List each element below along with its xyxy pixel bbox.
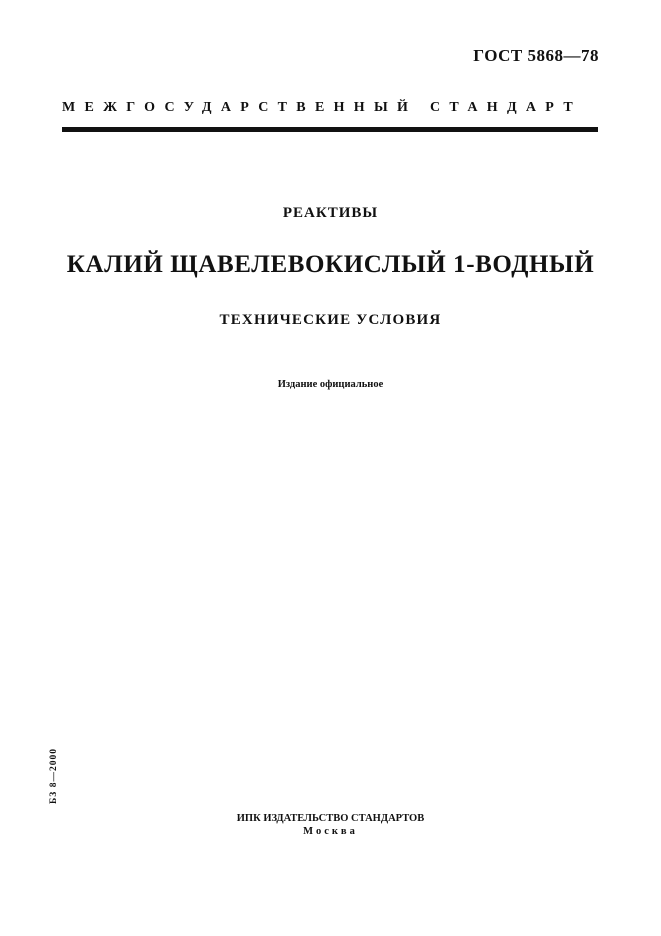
side-code-vertical: БЗ 8—2000 [49,748,59,804]
header-divider [62,127,598,132]
document-code: ГОСТ 5868—78 [473,46,599,65]
standard-kind-heading: МЕЖГОСУДАРСТВЕННЫЙ СТАНДАРТ [62,100,582,115]
publisher-name: ИПК ИЗДАТЕЛЬСТВО СТАНДАРТОВ [236,813,425,824]
edition-note: Издание официальное [277,379,384,390]
page-title: КАЛИЙ ЩАВЕЛЕВОКИСЛЫЙ 1-ВОДНЫЙ [66,251,595,278]
subtitle: ТЕХНИЧЕСКИЕ УСЛОВИЯ [219,312,442,328]
publisher-city: Москва [303,826,358,837]
category-title: РЕАКТИВЫ [282,205,379,221]
